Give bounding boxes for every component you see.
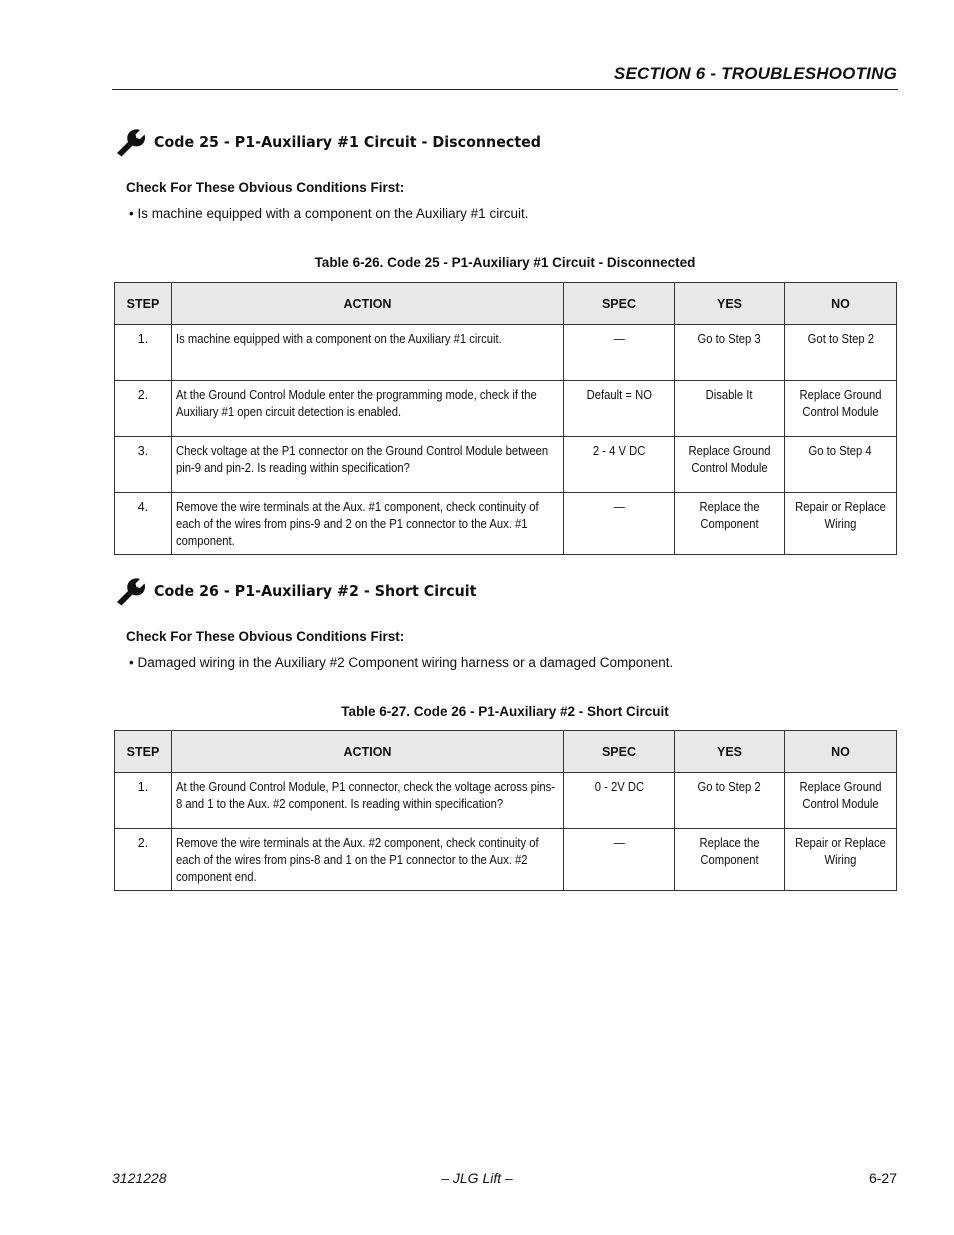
header-divider — [112, 89, 898, 90]
step-cell: 2. — [115, 381, 172, 437]
spec-text: — — [613, 332, 625, 346]
action-cell — [172, 773, 564, 829]
yes-cell — [675, 325, 785, 381]
spec-cell — [564, 829, 675, 891]
spec-text: — — [613, 500, 625, 514]
no-text: Repair or Replace Wiring — [795, 836, 886, 867]
yes-cell — [675, 437, 785, 493]
page-number: 6-27 — [868, 1170, 897, 1186]
action-cell — [172, 493, 564, 555]
no-text: Repair or Replace Wiring — [795, 500, 886, 531]
spec-text: 2 - 4 V DC — [592, 444, 646, 458]
doc-number: 3121228 — [112, 1170, 167, 1186]
spec-text: Default = NO — [586, 388, 652, 402]
yes-text: Go to Step 2 — [697, 780, 762, 794]
code25-heading-text: Code 25 - P1-Auxiliary #1 Circuit - Disconnected — [154, 133, 542, 151]
no-text: Replace Ground Control Module — [799, 388, 882, 419]
no-cell — [785, 773, 897, 829]
step-cell: 3. — [115, 437, 172, 493]
column-header-action: ACTION — [172, 731, 564, 773]
code25-table — [114, 282, 897, 555]
table-header-row — [115, 731, 897, 773]
code26-check-title: Check For These Obvious Conditions First: — [126, 629, 405, 644]
yes-text: Replace the Component — [699, 836, 760, 867]
yes-cell — [675, 493, 785, 555]
code26-heading — [114, 576, 505, 606]
action-cell — [172, 381, 564, 437]
footer-brand: – JLG Lift – — [441, 1170, 513, 1186]
code25-bullet: • Is machine equipped with a component on the Auxiliary #1 circuit. — [129, 206, 529, 221]
code26-table — [114, 730, 897, 891]
table-row — [115, 829, 897, 891]
yes-cell — [675, 381, 785, 437]
column-header-no: NO — [785, 283, 897, 325]
column-header-step: STEP — [115, 731, 172, 773]
yes-text: Replace Ground Control Module — [688, 444, 771, 475]
no-text: Replace Ground Control Module — [799, 780, 882, 811]
section-title: SECTION 6 - TROUBLESHOOTING — [613, 64, 897, 83]
spec-cell — [564, 773, 675, 829]
code26-bullet: • Damaged wiring in the Auxiliary #2 Component wiring harness or a damaged Component. — [129, 655, 674, 670]
code25-check-title: Check For These Obvious Conditions First: — [126, 180, 405, 195]
yes-cell — [675, 829, 785, 891]
table-row — [115, 325, 897, 381]
spec-cell — [564, 325, 675, 381]
table-row — [115, 381, 897, 437]
no-cell — [785, 325, 897, 381]
table-header-row — [115, 283, 897, 325]
column-header-step: STEP — [115, 283, 172, 325]
spec-cell — [564, 493, 675, 555]
column-header-no: NO — [785, 731, 897, 773]
yes-text: Replace the Component — [699, 500, 760, 531]
column-header-spec: SPEC — [564, 731, 675, 773]
wrench-icon — [114, 576, 146, 606]
action-text: Is machine equipped with a component on the Auxiliary #1 circuit. — [176, 332, 502, 346]
column-header-action: ACTION — [172, 283, 564, 325]
column-header-spec: SPEC — [564, 283, 675, 325]
action-text: At the Ground Control Module enter the programming mode, check if the Auxiliary #1 open circuit detection is enabled. — [176, 388, 537, 419]
table-row — [115, 437, 897, 493]
spec-cell — [564, 437, 675, 493]
step-cell: 1. — [115, 325, 172, 381]
spec-cell — [564, 381, 675, 437]
table-row — [115, 773, 897, 829]
column-header-yes: YES — [675, 283, 785, 325]
action-cell — [172, 829, 564, 891]
no-cell — [785, 829, 897, 891]
action-text: At the Ground Control Module, P1 connector, check the voltage across pins-8 and 1 to the Aux. #2 component. Is reading within specification? — [176, 780, 555, 811]
spec-text: 0 - 2V DC — [594, 780, 644, 794]
no-text: Go to Step 4 — [808, 444, 873, 458]
no-cell — [785, 493, 897, 555]
no-cell — [785, 381, 897, 437]
yes-text: Disable It — [706, 388, 753, 402]
step-cell: 4. — [115, 493, 172, 555]
step-cell: 1. — [115, 773, 172, 829]
yes-text: Go to Step 3 — [697, 332, 762, 346]
action-text: Check voltage at the P1 connector on the Ground Control Module between pin-9 and pin-2. Is reading within specification? — [176, 444, 549, 475]
column-header-yes: YES — [675, 731, 785, 773]
code26-table-caption: Table 6-27. Code 26 - P1-Auxiliary #2 - Short Circuit — [341, 704, 669, 719]
code25-heading — [114, 127, 575, 157]
action-text: Remove the wire terminals at the Aux. #2 component, check continuity of each of the wires from pins-8 and 1 on the P1 connector to the Aux. #2 component end. — [176, 836, 539, 884]
wrench-icon — [114, 127, 146, 157]
code26-heading-text: Code 26 - P1-Auxiliary #2 - Short Circuit — [154, 582, 477, 600]
spec-text: — — [613, 836, 625, 850]
no-cell — [785, 437, 897, 493]
code25-table-caption: Table 6-26. Code 25 - P1-Auxiliary #1 Circuit - Disconnected — [314, 255, 696, 270]
table-row — [115, 493, 897, 555]
action-text: Remove the wire terminals at the Aux. #1 component, check continuity of each of the wires from pins-9 and 2 on the P1 connector to the Aux. #1 component. — [176, 500, 539, 548]
action-cell — [172, 325, 564, 381]
action-cell — [172, 437, 564, 493]
step-cell: 2. — [115, 829, 172, 891]
yes-cell — [675, 773, 785, 829]
no-text: Got to Step 2 — [807, 332, 874, 346]
